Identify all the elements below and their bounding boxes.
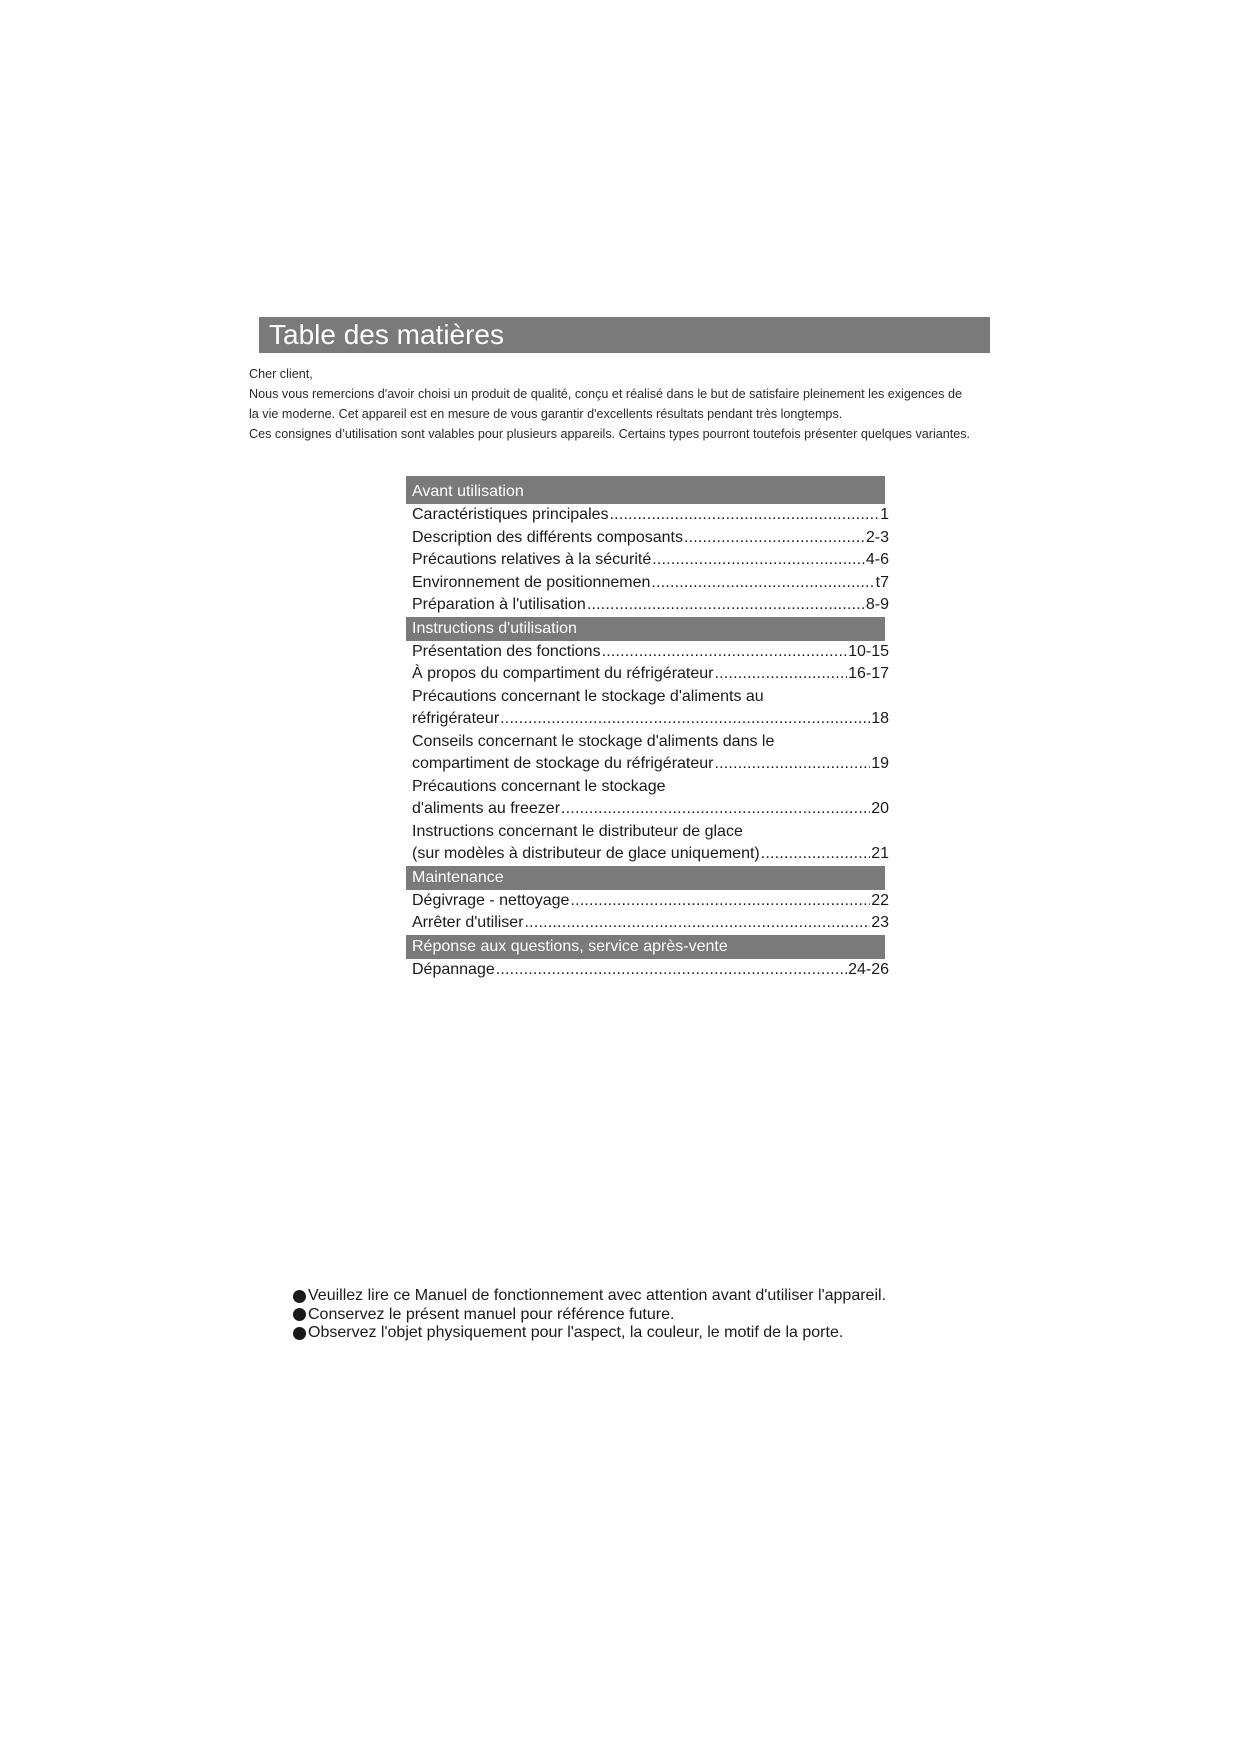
intro-line: Cher client, — [249, 367, 313, 381]
note-item — [293, 1287, 886, 1306]
toc-entry-page: 16-17 — [848, 665, 889, 682]
table-of-contents — [406, 476, 889, 981]
bullet-icon — [293, 1308, 306, 1321]
usage-notes — [293, 1287, 886, 1343]
toc-entry-text: d'aliments au freezer — [412, 800, 561, 817]
toc-leader-dots — [714, 753, 870, 776]
toc-leader-dots — [652, 549, 865, 572]
toc-section-heading: Réponse aux questions, service après-vente — [406, 935, 885, 959]
note-item — [293, 1306, 886, 1325]
toc-entry[interactable] — [406, 663, 889, 686]
toc-entry-text: Précautions relatives à la sécurité — [412, 551, 652, 568]
toc-entry-text: compartiment de stockage du réfrigérateur — [412, 755, 714, 772]
toc-entry[interactable] — [406, 890, 889, 913]
toc-entry[interactable] — [406, 572, 889, 595]
toc-entry-text: réfrigérateur — [412, 710, 500, 727]
toc-entry-page: 1 — [880, 506, 889, 523]
toc-entry-lead: Instructions concernant le distributeur de glace — [412, 822, 743, 840]
toc-entry-text: Présentation des fonctions — [412, 642, 601, 660]
toc-entry[interactable] — [406, 731, 889, 776]
toc-leader-dots — [651, 572, 874, 595]
toc-entry-page: 21 — [871, 845, 889, 862]
toc-entry-text: (sur modèles à distributeur de glace uniquement) — [412, 845, 760, 862]
toc-entry-lead: Précautions concernant le stockage — [412, 777, 666, 795]
toc-entry-text: Arrêter d'utiliser — [412, 914, 524, 931]
toc-entry-page: 22 — [871, 891, 889, 909]
intro-text — [249, 364, 1009, 444]
note-text: Veuillez lire ce Manuel de fonctionnement avec attention avant d'utiliser l'appareil. — [308, 1287, 887, 1304]
toc-entry[interactable] — [406, 959, 889, 982]
toc-leader-dots — [610, 504, 880, 527]
toc-entry-lead: Précautions concernant le stockage d'aliments au — [412, 687, 764, 705]
toc-leader-dots — [761, 843, 870, 866]
intro-line: Nous vous remercions d'avoir choisi un produit de qualité, conçu et réalisé dans le but de satisfaire pleinement les exigences de — [249, 387, 962, 401]
toc-entry-page: 20 — [871, 800, 889, 817]
toc-section-heading: Instructions d'utilisation — [406, 617, 885, 641]
toc-leader-dots — [500, 708, 870, 731]
toc-leader-dots — [525, 912, 871, 935]
intro-line: la vie moderne. Cet appareil est en mesure de vous garantir d'excellents résultats pendant très longtemps. — [249, 407, 843, 421]
toc-entry-text: Préparation à l'utilisation — [412, 596, 586, 613]
toc-entry[interactable] — [406, 504, 889, 527]
toc-entry[interactable] — [406, 686, 889, 731]
toc-entry-text: Environnement de positionnemen — [412, 573, 651, 591]
toc-entry-page: 24-26 — [848, 960, 889, 978]
toc-entry-page: 10-15 — [848, 642, 889, 660]
toc-leader-dots — [587, 594, 865, 617]
toc-entry-text: À propos du compartiment du réfrigérateur — [412, 665, 714, 682]
toc-leader-dots — [561, 798, 870, 821]
toc-leader-dots — [684, 527, 865, 550]
toc-entry-lead: Conseils concernant le stockage d'aliments dans le — [412, 732, 775, 750]
note-text: Conservez le présent manuel pour référence future. — [308, 1305, 675, 1323]
toc-entry-text: Description des différents composants — [412, 528, 683, 546]
bullet-icon — [293, 1327, 306, 1340]
toc-entry[interactable] — [406, 641, 889, 664]
toc-section-heading: Maintenance — [406, 866, 885, 890]
toc-entry-text: Caractéristiques principales — [412, 506, 609, 523]
toc-entry-text: Dépannage — [412, 960, 495, 978]
toc-entry[interactable] — [406, 594, 889, 617]
note-text: Observez l'objet physiquement pour l'aspect, la couleur, le motif de la porte. — [308, 1324, 844, 1341]
toc-entry-text: Dégivrage - nettoyage — [412, 891, 570, 909]
toc-entry[interactable] — [406, 527, 889, 550]
toc-entry-page: 18 — [871, 710, 889, 727]
toc-entry-page: 8-9 — [865, 596, 889, 613]
toc-leader-dots — [570, 890, 870, 913]
toc-leader-dots — [714, 663, 847, 686]
toc-entry-page: 4-6 — [865, 551, 889, 568]
toc-entry-page: 2-3 — [865, 528, 889, 546]
toc-entry-page: 19 — [871, 755, 889, 772]
toc-leader-dots — [496, 959, 847, 982]
intro-line: Ces consignes d’utilisation sont valables pour plusieurs appareils. Certains types pourront toutefois présenter quelques variantes. — [249, 427, 971, 441]
toc-entry[interactable] — [406, 821, 889, 866]
toc-section-heading: Avant utilisation — [406, 476, 885, 504]
note-item — [293, 1324, 886, 1343]
toc-entry[interactable] — [406, 912, 889, 935]
title-bar — [259, 317, 990, 353]
page-title: Table des matières — [269, 319, 505, 350]
toc-entry[interactable] — [406, 776, 889, 821]
bullet-icon — [293, 1290, 306, 1303]
toc-entry-page: 23 — [871, 914, 889, 931]
toc-entry[interactable] — [406, 549, 889, 572]
toc-leader-dots — [602, 641, 848, 664]
toc-entry-page: t7 — [875, 573, 889, 591]
